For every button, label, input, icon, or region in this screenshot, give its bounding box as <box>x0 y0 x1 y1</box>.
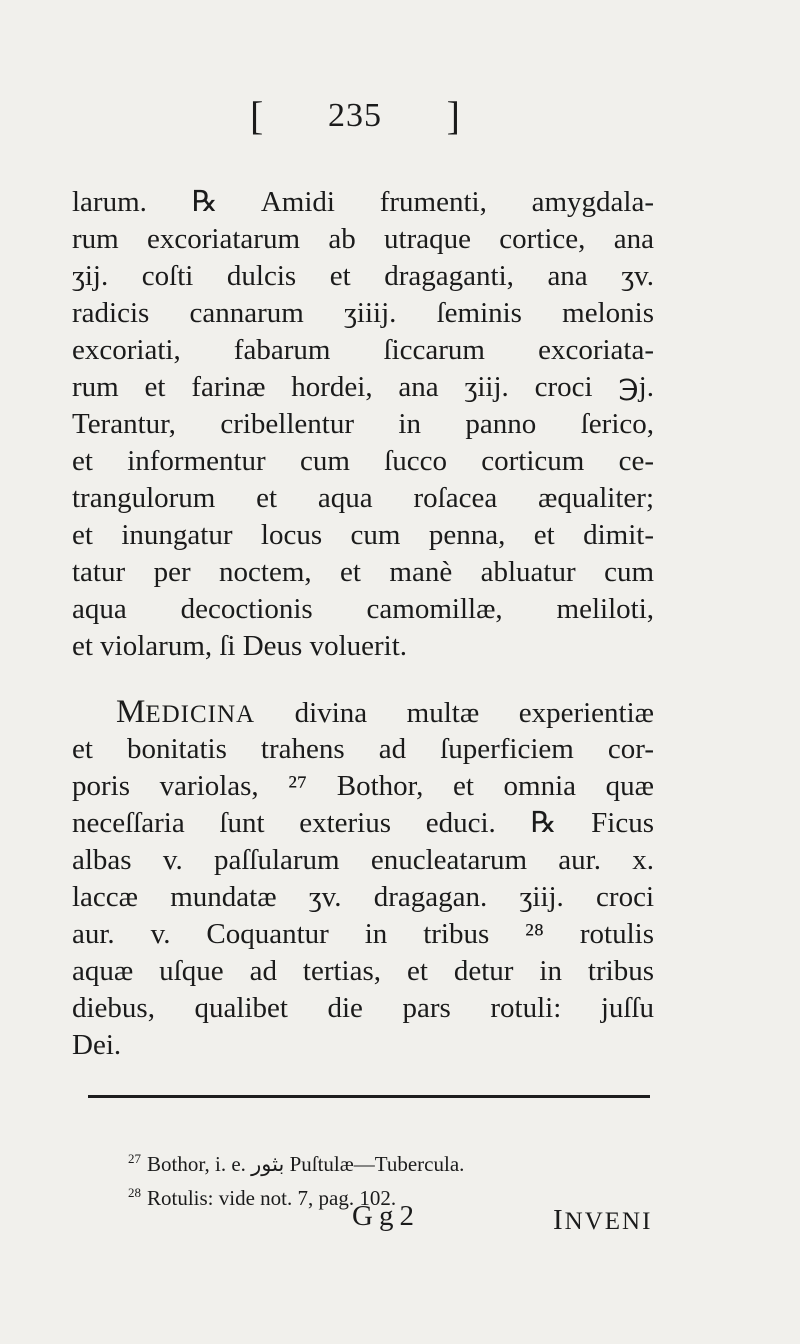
page-number-open-bracket: [ <box>250 93 264 138</box>
page-number-value: 235 <box>328 96 382 134</box>
paragraph-medicina <box>72 694 654 1064</box>
text-line: Terantur, cribellentur in panno ſerico, <box>72 408 654 440</box>
footnote-number: 28 <box>128 1185 141 1200</box>
text-line: et inungatur locus cum penna, et dimit- <box>72 519 654 551</box>
text-line: radicis cannarum ʒiiij. ſeminis melonis <box>72 297 654 329</box>
footnote-text: Bothor, i. e. بثور Puſtulæ—Tubercula. <box>147 1152 465 1176</box>
initial-capital: M <box>116 694 146 730</box>
signature-mark: Gg2 <box>352 1200 420 1232</box>
text-line: neceſſaria ſunt exterius educi. ℞ Ficus <box>72 807 654 839</box>
paragraph-first-line <box>72 694 654 731</box>
footnote-divider <box>88 1095 650 1098</box>
page-number-close-bracket: ] <box>446 93 460 138</box>
catchword-initial: I <box>553 1204 565 1236</box>
text-line: rum excoriatarum ab utraque cortice, ana <box>72 223 654 255</box>
footnote-text: Rotulis: vide not. 7, pag. 102. <box>147 1186 397 1210</box>
text-line: et informentur cum ſucco corticum ce- <box>72 445 654 477</box>
text-line: Dei. <box>72 1029 122 1061</box>
text-line: larum. ℞ Amidi frumenti, amygdala- <box>72 186 654 218</box>
catchword-rest: NVENI <box>564 1208 653 1235</box>
text-line: trangulorum et aqua roſacea æqualiter; <box>72 482 654 514</box>
text-line: albas v. paſſularum enucleatarum aur. x. <box>72 844 654 876</box>
text-line: ʒij. coſti dulcis et dragaganti, ana ʒv. <box>72 260 654 292</box>
paragraph-recipe <box>72 184 654 665</box>
text-line: poris variolas, ²⁷ Bothor, et omnia quæ <box>72 770 654 802</box>
page-number <box>250 92 460 139</box>
footnote <box>128 1142 648 1176</box>
first-line-text: divina multæ experientiæ <box>255 697 654 729</box>
text-line: aur. v. Coquantur in tribus ²⁸ rotulis <box>72 918 654 950</box>
text-line: aqua decoctionis camomillæ, meliloti, <box>72 593 654 625</box>
text-line: excoriati, fabarum ſiccarum excoriata- <box>72 334 654 366</box>
text-line: tatur per noctem, et manè abluatur cum <box>72 556 654 588</box>
text-line: rum et farinæ hordei, ana ʒiij. croci ℈j. <box>72 371 654 403</box>
text-line: laccæ mundatæ ʒv. dragagan. ʒiij. croci <box>72 881 654 913</box>
text-line: et bonitatis trahens ad ſuperficiem cor- <box>72 733 654 765</box>
text-line: aquæ uſque ad tertias, et detur in tribus <box>72 955 654 987</box>
small-caps-word: EDICINA <box>145 701 256 728</box>
catchword <box>553 1204 652 1237</box>
text-line: et violarum, ſi Deus voluerit. <box>72 630 408 662</box>
footnote-number: 27 <box>128 1151 141 1166</box>
text-line: diebus, qualibet die pars rotuli: juſſu <box>72 992 654 1024</box>
